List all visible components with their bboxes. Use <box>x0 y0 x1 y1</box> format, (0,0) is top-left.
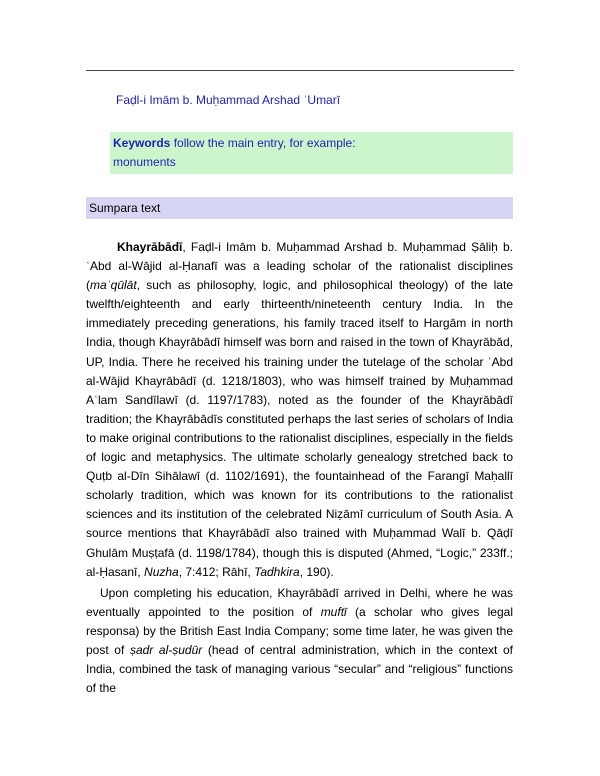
paragraph-1-text-1: , Faḍl-i Imām b. Muḥammad Arshad b. Muḥammad Ṣāliḥ b. ʿAbd al-Wājid al-Ḥanafī was a leading scholar of the rationalist disciplines ( <box>86 240 513 293</box>
keywords-text: follow the main entry, for example: <box>173 136 356 150</box>
paragraph-1-text-2: , such as philosophy, logic, and philosophical theology) of the late twelfth/eighteenth and early thirteenth/nineteenth century India. In the immediately preceding generations, his family traced itself to Hargām in north India, though Khayrābādī himself was born and raised in the town of Khayrābād, UP, India. There he received his training under the tutelage of the scholar ʿAbd al-Wājid Khayrābādī (d. 1218/1803), who was himself trained by Muḥammad Aʿlam Sandīlawī (d. 1197/1783), noted as the founder of the Khayrābādī tradition; the Khayrābādīs constituted perhaps the last series of scholars of India to make original contributions to the rationalist disciplines, especially in the fields of logic and metaphysics. The ultimate scholarly genealogy stretched back to Quṭb al-Dīn Sihālawī (d. 1102/1691), the fountainhead of the Farangī Maḥallī scholarly tradition, which was known for its contributions to the rationalist sciences and its institution of the celebrated Niẓāmī curriculum of South Asia. A source mentions that Khayrābādī also trained with Muḥammad Walī b. Qāḍī Ghulām Muṣṭafā (d. 1198/1784), though this is disputed (Ahmed, “Logic,” 233ff.; al-Ḥasanī, <box>86 278 513 579</box>
paragraph-1-work-1: Nuzha <box>144 564 179 579</box>
paragraph-1 <box>86 238 513 582</box>
sumpara-label: Sumpara text <box>89 201 161 215</box>
paragraph-1-term-1: maʿqūlāt <box>90 278 137 293</box>
paragraph-2-text-1: Upon completing his education, Khayrābādī arrived in Delhi, where he was eventually appointed to the position of <box>86 585 513 619</box>
sumpara-bar <box>86 197 513 219</box>
paragraph-2-term-1: muftī <box>320 604 347 619</box>
paragraph-2-text-2: (a scholar who gives legal responsa) by the British East India Company; some time later, he was given the post of <box>86 604 513 657</box>
keywords-label: Keywords <box>113 136 171 150</box>
paragraph-1-text-4: , 190). <box>299 564 334 579</box>
lemma: Khayrābādī <box>117 240 183 254</box>
keywords-example: monuments <box>113 155 176 169</box>
paragraph-1-work-2: Tadhkira <box>254 564 300 579</box>
article-body <box>86 238 513 698</box>
top-rule <box>86 70 514 71</box>
paragraph-2-term-2: ṣadr al-ṣudūr <box>129 642 203 657</box>
paragraph-2-text-3: (head of central administration, which in the context of India, combined the task of managing various “secular” and “religious” functions of the <box>86 642 514 696</box>
paragraph-1-text-3: , 7:412; Rāhī, <box>178 564 255 579</box>
keywords-box <box>110 132 513 174</box>
entry-title: Faḍl-i Imām b. Muḥammad Arshad ʿUmarī <box>116 93 341 107</box>
paragraph-2 <box>86 584 513 699</box>
